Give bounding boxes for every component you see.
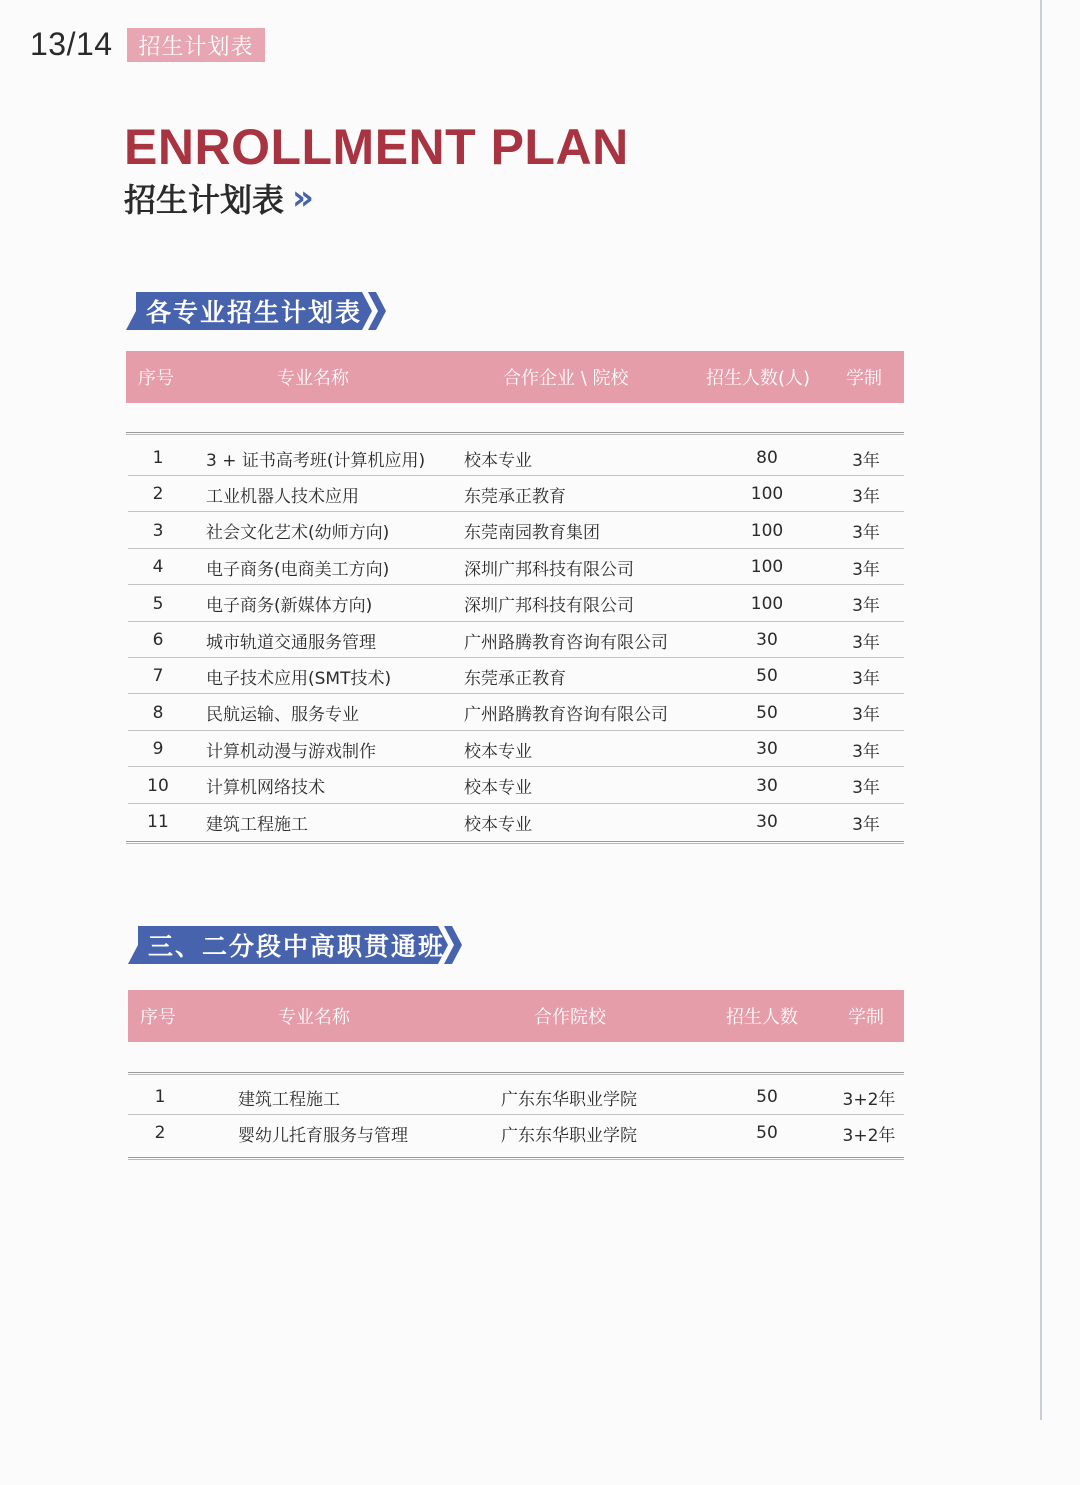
col-header-index: 序号 <box>138 368 174 389</box>
cell-index: 7 <box>152 666 164 687</box>
cell-major: 电子商务(新媒体方向) <box>206 596 373 617</box>
cell-major: 工业机器人技术应用 <box>206 486 359 507</box>
section-banner-text: 各专业招生计划表 <box>146 298 363 327</box>
table-row <box>128 586 904 622</box>
cell-count: 100 <box>750 520 784 541</box>
cell-major: 社会文化艺术(幼师方向) <box>206 523 390 544</box>
cell-partner: 东莞南园教育集团 <box>464 523 600 544</box>
table-header-majors <box>126 351 904 403</box>
cell-index: 4 <box>152 557 164 578</box>
cell-partner: 校本专业 <box>464 778 532 799</box>
table-row <box>128 731 904 767</box>
cell-count: 30 <box>756 775 778 796</box>
col-header-major: 专业名称 <box>277 368 349 389</box>
cell-duration: 3年 <box>852 778 880 799</box>
cell-count: 30 <box>756 630 778 650</box>
col-header-duration: 学制 <box>848 1007 884 1028</box>
cell-duration: 3年 <box>852 668 880 689</box>
table-bottom-rule <box>128 1157 904 1160</box>
title-english: ENROLLMENT PLAN <box>124 119 629 175</box>
table-row <box>128 476 904 512</box>
cell-index: 1 <box>152 448 164 468</box>
cell-index: 2 <box>152 484 164 505</box>
table-row <box>128 695 904 731</box>
cell-count: 30 <box>756 739 778 760</box>
cell-index: 6 <box>152 630 164 650</box>
cell-duration: 3年 <box>852 596 880 617</box>
table-row <box>128 768 904 804</box>
cell-index: 11 <box>147 812 169 832</box>
cell-count: 50 <box>756 1123 778 1144</box>
cell-partner: 广东东华职业学院 <box>501 1125 637 1146</box>
cell-duration: 3年 <box>852 632 880 653</box>
cell-duration: 3年 <box>852 741 880 762</box>
col-header-index: 序号 <box>140 1007 176 1028</box>
cell-major: 电子商务(电商美工方向) <box>206 559 390 580</box>
cell-duration: 3年 <box>852 450 880 471</box>
title-chinese-text: 招生计划表 <box>124 181 285 219</box>
table-header-33-program <box>128 990 904 1042</box>
cell-major: 婴幼儿托育服务与管理 <box>238 1125 408 1146</box>
col-header-duration: 学制 <box>846 368 882 389</box>
cell-major: 3 + 证书高考班(计算机应用) <box>206 450 426 471</box>
table-row <box>128 513 904 549</box>
table-row <box>128 658 904 694</box>
col-header-partner-college: 合作院校 <box>534 1007 606 1028</box>
col-header-partner: 合作企业 \ 院校 <box>503 368 629 389</box>
cell-partner: 校本专业 <box>464 450 532 471</box>
cell-major: 民航运输、服务专业 <box>206 705 359 726</box>
cell-duration: 3年 <box>852 523 880 544</box>
cell-count: 50 <box>756 702 778 723</box>
cell-major: 建筑工程施工 <box>206 814 308 835</box>
page-tag: 招生计划表 <box>127 28 265 62</box>
cell-major: 建筑工程施工 <box>238 1089 340 1110</box>
cell-major: 计算机网络技术 <box>206 778 325 799</box>
cell-partner: 东莞承正教育 <box>464 486 566 507</box>
cell-count: 50 <box>756 666 778 687</box>
cell-duration: 3+2年 <box>842 1089 896 1110</box>
cell-duration: 3+2年 <box>842 1125 896 1146</box>
table-top-rule <box>128 1072 904 1075</box>
table-row <box>128 1079 904 1115</box>
double-chevron-right-icon: » <box>292 178 314 218</box>
cell-partner: 广东东华职业学院 <box>501 1089 637 1110</box>
table-row <box>128 622 904 658</box>
cell-count: 100 <box>750 593 784 614</box>
cell-partner: 校本专业 <box>464 741 532 762</box>
table-bottom-rule <box>126 841 904 844</box>
section-banner-text: 三、二分段中高职贯通班 <box>148 932 446 961</box>
cell-count: 100 <box>750 484 784 505</box>
cell-partner: 深圳广邦科技有限公司 <box>464 559 634 580</box>
section-banner-33-program <box>128 926 464 964</box>
table-row <box>128 1115 904 1151</box>
cell-major: 计算机动漫与游戏制作 <box>206 741 376 762</box>
cell-index: 8 <box>152 702 164 723</box>
col-header-major: 专业名称 <box>278 1007 350 1028</box>
page-edge-line <box>1040 0 1042 1420</box>
cell-major: 电子技术应用(SMT技术) <box>206 668 392 689</box>
table-top-rule <box>126 432 904 435</box>
title-chinese <box>124 175 314 221</box>
cell-duration: 3年 <box>852 559 880 580</box>
cell-count: 100 <box>750 557 784 578</box>
cell-duration: 3年 <box>852 705 880 726</box>
cell-index: 2 <box>154 1123 166 1144</box>
col-header-count: 招生人数(人) <box>706 368 811 389</box>
cell-partner: 广州路腾教育咨询有限公司 <box>464 632 668 653</box>
page-number: 13/14 <box>30 26 113 62</box>
cell-duration: 3年 <box>852 814 880 835</box>
section-banner-majors <box>126 292 388 330</box>
cell-index: 9 <box>152 739 164 760</box>
cell-major: 城市轨道交通服务管理 <box>206 632 376 653</box>
cell-partner: 广州路腾教育咨询有限公司 <box>464 705 668 726</box>
cell-partner: 东莞承正教育 <box>464 668 566 689</box>
cell-index: 3 <box>152 520 164 541</box>
cell-partner: 深圳广邦科技有限公司 <box>464 596 634 617</box>
cell-count: 80 <box>756 448 778 468</box>
cell-index: 5 <box>152 593 164 614</box>
cell-count: 50 <box>756 1087 778 1107</box>
col-header-count: 招生人数 <box>726 1007 798 1028</box>
cell-index: 1 <box>154 1087 166 1107</box>
cell-partner: 校本专业 <box>464 814 532 835</box>
table-row <box>128 804 904 840</box>
cell-index: 10 <box>147 775 169 796</box>
table-row <box>128 440 904 476</box>
table-row <box>128 549 904 585</box>
cell-count: 30 <box>756 812 778 832</box>
cell-duration: 3年 <box>852 486 880 507</box>
